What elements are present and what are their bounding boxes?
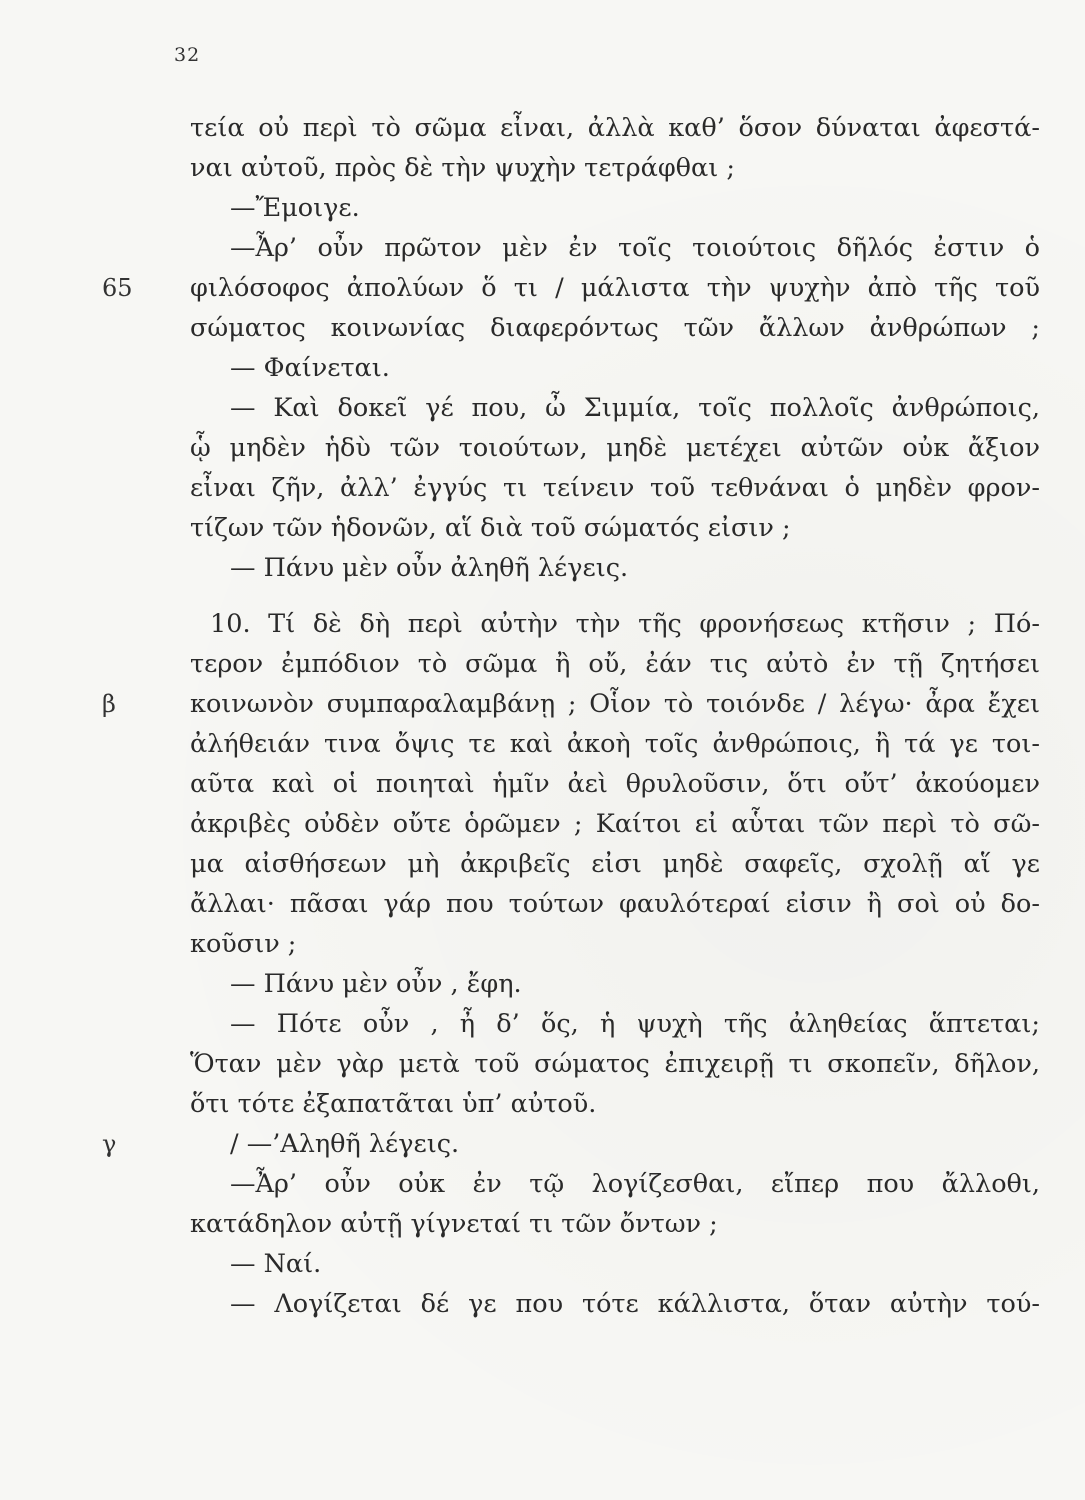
line-text: ἄλλαι· πᾶσαι γάρ που τούτων φαυλότεραί εἰσιν ἢ σοὶ οὐ δο- bbox=[190, 889, 1040, 919]
text-line bbox=[190, 468, 1040, 508]
text-line bbox=[190, 108, 1040, 148]
text-line bbox=[190, 508, 1040, 548]
text-line bbox=[190, 1204, 1040, 1244]
line-text: μα αἰσθήσεων μὴ ἀκριβεῖς εἰσι μηδὲ σαφεῖς, σχολῇ αἵ γε bbox=[190, 849, 1040, 879]
line-text: — Λογίζεται δέ γε που τότε κάλλιστα, ὅταν αὐτὴν τού- bbox=[230, 1289, 1040, 1319]
line-text: / —’Αληθῆ λέγεις. bbox=[230, 1129, 460, 1159]
line-text: — Καὶ δοκεῖ γέ που, ὦ Σιμμία, τοῖς πολλοῖς ἀνθρώποις, bbox=[230, 393, 1040, 423]
line-text: —Ἆρ’ οὖν οὐκ ἐν τῷ λογίζεσθαι, εἴπερ που ἄλλοθι, bbox=[230, 1169, 1040, 1199]
line-text: αῦτα καὶ οἱ ποιηταὶ ἡμῖν ἀεὶ θρυλοῦσιν, ὅτι οὔτ’ ἀκούομεν bbox=[190, 769, 1040, 799]
line-text: τερον ἐμπόδιον τὸ σῶμα ἢ οὔ, ἐάν τις αὐτὸ ἐν τῇ ζητήσει bbox=[190, 649, 1040, 679]
line-text: ὅτι τότε ἐξαπατᾶται ὑπ’ αὐτοῦ. bbox=[190, 1089, 597, 1119]
line-text: —Ἔμοιγε. bbox=[230, 193, 360, 223]
line-text: — Πάνυ μὲν οὖν ἀληθῆ λέγεις. bbox=[230, 553, 629, 583]
text-line bbox=[102, 1124, 1040, 1164]
text-line bbox=[102, 268, 1040, 308]
line-text: Ὅταν μὲν γὰρ μετὰ τοῦ σώματος ἐπιχειρῇ τι σκοπεῖν, δῆλον, bbox=[190, 1049, 1040, 1079]
margin-reference: γ bbox=[102, 1130, 117, 1158]
line-text: κατάδηλον αὐτῇ γίγνεταί τι τῶν ὄντων ; bbox=[190, 1209, 718, 1239]
text-line bbox=[190, 428, 1040, 468]
margin-reference: 65 bbox=[102, 274, 133, 302]
text-line bbox=[190, 844, 1040, 884]
line-text: ναι αὐτοῦ, πρὸς δὲ τὴν ψυχὴν τετράφθαι ; bbox=[190, 153, 735, 183]
page-number: 32 bbox=[174, 44, 201, 66]
line-text: — Ναί. bbox=[230, 1249, 322, 1279]
line-text: ᾧ μηδὲν ἡδὺ τῶν τοιούτων, μηδὲ μετέχει αὐτῶν οὐκ ἄξιον bbox=[190, 433, 1040, 463]
line-text: ἀκριβὲς οὐδὲν οὔτε ὁρῶμεν ; Καίτοι εἰ αὗται τῶν περὶ τὸ σῶ- bbox=[190, 809, 1040, 839]
text-line bbox=[190, 964, 1040, 1004]
line-text: —Ἆρ’ οὖν πρῶτον μὲν ἐν τοῖς τοιούτοις δῆλός ἐστιν ὁ bbox=[230, 233, 1040, 263]
line-text: σώματος κοινωνίας διαφερόντως τῶν ἄλλων ἀνθρώπων ; bbox=[190, 313, 1040, 343]
text-line bbox=[190, 924, 1040, 964]
text-line bbox=[190, 804, 1040, 844]
text-line bbox=[190, 228, 1040, 268]
paragraph-gap bbox=[190, 588, 1040, 604]
line-text: τεία οὐ περὶ τὸ σῶμα εἶναι, ἀλλὰ καθ’ ὅσον δύναται ἀφεστά- bbox=[190, 113, 1040, 143]
line-text: εἶναι ζῆν, ἀλλ’ ἐγγύς τι τείνειν τοῦ τεθνάναι ὁ μηδὲν φρον- bbox=[190, 473, 1040, 503]
line-text: — Πάνυ μὲν οὖν , ἔφη. bbox=[230, 969, 522, 999]
text-line bbox=[190, 1084, 1040, 1124]
text-line bbox=[190, 604, 1040, 644]
line-text: φιλόσοφος ἀπολύων ὅ τι / μάλιστα τὴν ψυχὴν ἀπὸ τῆς τοῦ bbox=[190, 273, 1040, 303]
line-text: κοινωνὸν συμπαραλαμβάνῃ ; Οἷον τὸ τοιόνδε / λέγω· ἆρα ἔχει bbox=[190, 689, 1040, 719]
line-text: — Φαίνεται. bbox=[230, 353, 390, 383]
line-text: τίζων τῶν ἡδονῶν, αἵ διὰ τοῦ σώματός εἰσιν ; bbox=[190, 513, 791, 543]
text-line bbox=[190, 148, 1040, 188]
text-line bbox=[190, 308, 1040, 348]
text-line bbox=[190, 1244, 1040, 1284]
line-text: — Πότε οὖν , ἦ δ’ ὅς, ἡ ψυχὴ τῆς ἀληθείας ἅπτεται; bbox=[230, 1009, 1040, 1039]
text-line bbox=[190, 188, 1040, 228]
text-line bbox=[190, 1044, 1040, 1084]
text-line bbox=[190, 884, 1040, 924]
line-text: ἀλήθειάν τινα ὄψις τε καὶ ἀκοὴ τοῖς ἀνθρώποις, ἢ τά γε τοι- bbox=[190, 729, 1040, 759]
margin-reference: β bbox=[102, 690, 116, 718]
text-line bbox=[190, 1164, 1040, 1204]
text-line bbox=[190, 1004, 1040, 1044]
text-line bbox=[190, 724, 1040, 764]
line-text: 10. Τί δὲ δὴ περὶ αὐτὴν τὴν τῆς φρονήσεως κτῆσιν ; Πό- bbox=[210, 609, 1040, 639]
text-line bbox=[190, 348, 1040, 388]
text-body bbox=[102, 108, 1040, 1324]
text-line bbox=[190, 388, 1040, 428]
line-text: κοῦσιν ; bbox=[190, 929, 297, 959]
text-line bbox=[102, 684, 1040, 724]
text-line bbox=[190, 644, 1040, 684]
text-line bbox=[190, 764, 1040, 804]
text-line bbox=[190, 548, 1040, 588]
text-line bbox=[190, 1284, 1040, 1324]
